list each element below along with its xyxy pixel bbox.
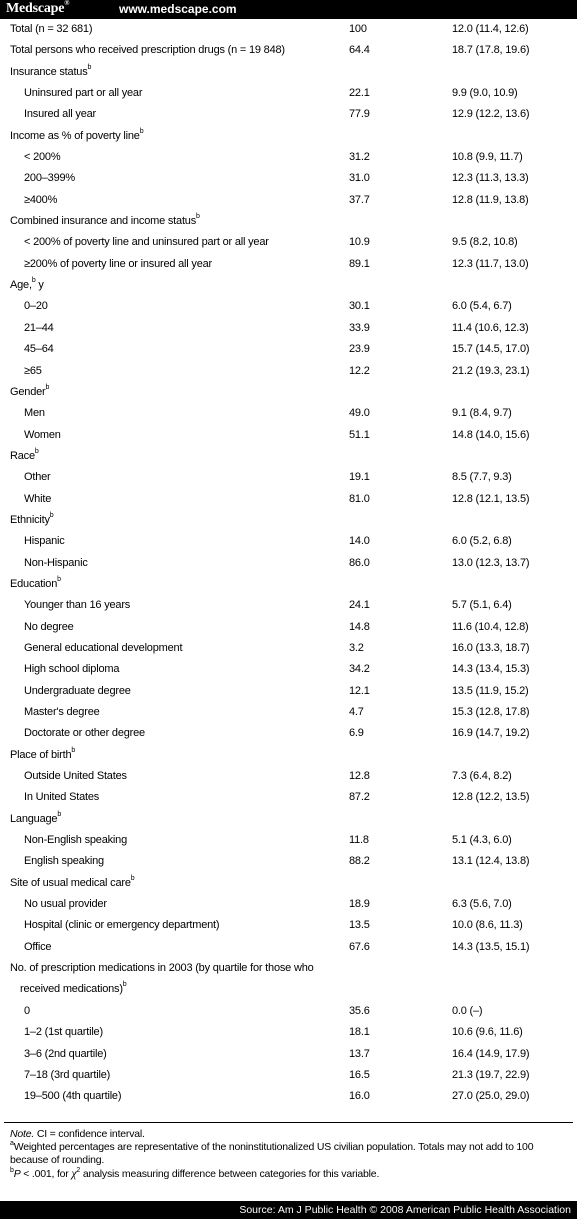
table-bottom-rule [4,1122,573,1123]
footnote-marker: b [31,277,36,285]
footnote-marker: b [45,384,50,392]
row-label-text: Non-Hispanic [24,556,88,569]
ci-cell: 13.0 (12.3, 13.7) [452,556,530,569]
percent-cell: 13.5 [349,919,370,932]
row-label-text: Race [10,449,35,462]
ci-cell: 15.3 (12.8, 17.8) [452,706,530,718]
percent-cell: 14.8 [349,620,370,633]
ci-cell: 10.8 (9.9, 11.7) [452,151,523,164]
row-label-text: Master's degree [24,706,100,718]
table-category-row [0,446,577,467]
row-label [24,361,42,382]
footnote-marker: b [49,512,54,520]
table-row [0,937,577,958]
row-label [24,617,74,638]
row-label [10,873,134,894]
medscape-header [0,0,577,19]
percent-cell: 12.8 [349,770,370,783]
row-label-text: No. of prescription medications in 2003 (by quartile for those who [10,962,314,975]
table-category-row [0,275,577,296]
row-label-text: Hospital (clinic or emergency department) [24,919,220,932]
source-footer [0,1201,577,1219]
row-label-text: No degree [24,620,74,633]
row-label-text: ≥65 [24,364,42,377]
table-row [0,361,577,382]
percent-cell: 12.2 [349,364,370,377]
row-label-text: Total (n = 32 681) [10,23,93,35]
ci-cell: 21.2 (19.3, 23.1) [452,364,530,377]
row-label [24,595,130,616]
row-label [24,723,145,744]
row-label [24,489,51,510]
row-label [24,894,107,915]
row-label [10,211,200,232]
row-label [24,467,51,488]
ci-cell: 6.3 (5.6, 7.0) [452,898,512,911]
ci-cell: 16.4 (14.9, 17.9) [452,1047,530,1060]
source-citation: Source: Am J Public Health © 2008 American Public Health Association [239,1204,571,1216]
table-row [0,1044,577,1065]
table-category-row [0,958,577,1001]
percent-cell: 88.2 [349,855,370,868]
row-label-text: 3–6 (2nd quartile) [24,1047,107,1060]
table-row [0,702,577,723]
row-label [24,168,75,189]
row-label [24,638,182,659]
row-label [24,1065,110,1086]
row-label-text: Doctorate or other degree [24,727,145,740]
footnote-marker: b [87,64,92,72]
table-row [0,339,577,360]
row-label [10,510,53,531]
ci-cell: 13.1 (12.4, 13.8) [452,855,530,868]
row-label [10,958,314,1000]
table-row [0,1001,577,1022]
table-row [0,723,577,744]
table-row [0,787,577,808]
row-label [24,915,219,936]
footnote-marker: b [57,576,61,584]
percent-cell: 31.0 [349,172,370,185]
row-label [10,446,39,467]
row-label-text: ≥400% [24,193,58,206]
table-category-row [0,510,577,531]
table-row [0,766,577,787]
ci-cell: 9.9 (9.0, 10.9) [452,87,518,100]
row-label-text: 200–399% [24,172,76,185]
ci-cell: 12.9 (12.2, 13.6) [452,108,530,121]
ci-cell: 10.0 (8.6, 11.3) [452,919,523,932]
percent-cell: 81.0 [349,492,370,505]
row-label [24,232,269,253]
row-label [10,275,44,296]
row-label-text: 0–20 [24,300,48,313]
row-label-text: Ethnicity [10,513,50,526]
percent-cell: 67.6 [349,940,370,953]
percent-cell: 13.7 [349,1047,370,1060]
row-label [24,531,65,552]
row-label-text: Education [10,577,58,590]
table-row [0,638,577,659]
ci-cell: 5.1 (4.3, 6.0) [452,834,512,847]
row-label-text: 45–64 [24,343,54,356]
percent-cell: 16.5 [349,1068,370,1081]
row-label-text: < 200% of poverty line and uninsured part or all year [24,236,269,249]
table-notes [10,1128,570,1181]
table-row [0,104,577,125]
row-label [10,745,75,766]
table-row [0,1065,577,1086]
row-label-text: Office [24,940,52,953]
ci-cell: 16.9 (14.7, 19.2) [452,727,530,740]
row-label-text: ≥200% of poverty line or insured all year [24,257,212,270]
ci-cell: 12.0 (11.4, 12.6) [452,23,529,35]
table-row [0,190,577,211]
row-label [24,1086,121,1107]
row-label-text: Site of usual medical care [10,876,131,889]
row-label [10,809,61,830]
ci-cell: 18.7 (17.8, 19.6) [452,44,530,57]
table-row [0,232,577,253]
row-label [10,40,285,61]
ci-cell: 6.0 (5.2, 6.8) [452,535,512,548]
row-label-text: Women [24,428,61,441]
footnote-marker: b [34,448,39,456]
table-row [0,1022,577,1043]
row-label-text: received medications) [20,983,123,996]
percent-cell: 33.9 [349,321,370,334]
table-row [0,318,577,339]
table-row [0,915,577,936]
table-row [0,83,577,104]
row-label-text: Gender [10,385,46,398]
row-label [24,830,127,851]
percent-cell: 49.0 [349,407,370,420]
ci-cell: 5.7 (5.1, 6.4) [452,599,512,612]
footnote-marker: b [196,213,200,221]
row-label-text: Outside United States [24,770,127,783]
table-row [0,617,577,638]
table-row [0,595,577,616]
percent-cell: 64.4 [349,44,370,57]
table-row [0,659,577,680]
row-label [24,104,96,125]
ci-cell: 9.5 (8.2, 10.8) [452,236,518,249]
table-row [0,147,577,168]
percent-cell: 89.1 [349,257,370,270]
row-label [24,681,131,702]
row-label-text: < 200% [24,151,61,164]
site-url-link[interactable]: www.medscape.com [119,2,237,16]
row-label-text: 19–500 (4th quartile) [24,1090,122,1103]
ci-cell: 11.6 (10.4, 12.8) [452,620,529,633]
ci-cell: 14.8 (14.0, 15.6) [452,428,530,441]
row-label-text: Men [24,407,45,420]
percent-cell: 87.2 [349,791,370,804]
row-label-text: In United States [24,791,100,804]
medscape-logo[interactable] [6,1,69,17]
ci-cell: 11.4 (10.6, 12.3) [452,321,529,334]
percent-cell: 77.9 [349,108,370,121]
row-label-text: Income as % of poverty line [10,129,140,142]
ci-cell: 27.0 (25.0, 29.0) [452,1090,530,1103]
percent-cell: 24.1 [349,599,370,612]
row-label [10,382,49,403]
row-label [24,425,61,446]
row-label-text: 1–2 (1st quartile) [24,1026,103,1039]
percent-cell: 19.1 [349,471,370,484]
table-row [0,531,577,552]
percent-cell: 37.7 [349,193,370,206]
row-label [24,851,104,872]
row-label-text: Place of birth [10,748,72,761]
ci-cell: 21.3 (19.7, 22.9) [452,1068,530,1081]
row-label-text-continued [10,979,314,1000]
row-label-text: Total persons who received prescription drugs (n = 19 848) [10,44,285,57]
table-row [0,296,577,317]
row-label-text: Language [10,812,58,825]
ci-cell: 6.0 (5.4, 6.7) [452,300,512,313]
row-label [24,1022,103,1043]
row-label [10,19,92,40]
table-category-row [0,809,577,830]
row-label [24,147,60,168]
percent-cell: 10.9 [349,236,370,249]
ci-cell: 14.3 (13.4, 15.3) [452,663,530,676]
table-category-row [0,745,577,766]
percent-cell: 34.2 [349,663,370,676]
row-label [24,659,119,680]
row-label [24,766,127,787]
percent-cell: 35.6 [349,1004,370,1017]
table-row [0,830,577,851]
row-label [24,787,99,808]
row-label-text: Hispanic [24,535,65,548]
logo-registered-mark: ® [64,0,70,8]
row-label [24,702,100,723]
table-category-row [0,19,577,40]
percent-cell: 23.9 [349,343,370,356]
row-label [24,318,54,339]
row-label-text: Undergraduate degree [24,684,131,697]
row-label [24,83,142,104]
row-label-text: Age, [10,279,32,292]
ci-cell: 14.3 (13.5, 15.1) [452,940,530,953]
table-row [0,254,577,275]
percent-cell: 3.2 [349,641,364,654]
data-table [0,19,577,1108]
row-label [24,1001,30,1022]
table-category-row [0,873,577,894]
row-label [24,553,88,574]
row-label [24,937,51,958]
table-category-row [0,40,577,61]
table-row [0,467,577,488]
ci-cell: 9.1 (8.4, 9.7) [452,407,512,420]
footnote-marker: b [130,875,135,883]
table-row [0,403,577,424]
footnote-marker: b [57,811,62,819]
row-label-text: Non-English speaking [24,834,128,847]
percent-cell: 6.9 [349,727,364,740]
note-ci: Note. CI = confidence interval. [10,1128,145,1140]
ci-cell: 12.3 (11.7, 13.0) [452,257,529,270]
row-label [24,339,54,360]
row-label-text: English speaking [24,855,104,868]
row-label-text: Younger than 16 years [24,599,131,612]
row-label [24,296,48,317]
row-label-text: No usual provider [24,898,107,911]
percent-cell: 30.1 [349,300,370,313]
table-category-row [0,382,577,403]
ci-cell: 7.3 (6.4, 8.2) [452,770,512,783]
logo-text: Medscape [6,1,65,16]
ci-cell: 12.3 (11.3, 13.3) [452,172,529,185]
row-label-text: General educational development [24,641,183,654]
table-row [0,894,577,915]
ci-cell: 12.8 (12.2, 13.5) [452,791,530,804]
footnote-marker: b [71,747,76,755]
row-label [24,190,57,211]
row-label-text: 21–44 [24,321,54,334]
table-category-row [0,126,577,147]
ci-cell: 8.5 (7.7, 9.3) [452,471,512,484]
row-label [10,126,143,147]
percent-cell: 22.1 [349,87,370,100]
row-label [10,574,61,595]
percent-cell: 18.1 [349,1026,370,1039]
note-b: $^b$P < .001, for $\chi^2$ analysis measuring difference between categories for this variable. [10,1166,380,1180]
ci-cell: 12.8 (12.1, 13.5) [452,492,530,505]
row-label-text: Insurance status [10,65,88,78]
table-row [0,851,577,872]
row-label [24,403,45,424]
table-row [0,168,577,189]
percent-cell: 16.0 [349,1090,370,1103]
ci-cell: 0.0 (–) [452,1004,483,1017]
table-row [0,681,577,702]
table-row [0,425,577,446]
note-a: $^a$Weighted percentages are representative of the noninstitutionalized US civilian population. Totals may not add to 100 because of rounding. [10,1139,534,1166]
percent-cell: 31.2 [349,151,370,164]
percent-cell: 12.1 [349,684,370,697]
footnote-marker: b [139,128,144,136]
ci-cell: 10.6 (9.6, 11.6) [452,1026,523,1039]
percent-cell: 18.9 [349,898,370,911]
percent-cell: 4.7 [349,706,364,718]
table-row [0,553,577,574]
percent-cell: 51.1 [349,428,370,441]
row-label-text: Combined insurance and income status [10,215,197,228]
row-label-text: High school diploma [24,663,120,676]
row-label-text: 7–18 (3rd quartile) [24,1068,111,1081]
footnote-marker: b [122,981,127,989]
percent-cell: 11.8 [349,834,369,847]
ci-cell: 12.8 (11.9, 13.8) [452,193,529,206]
row-label [24,254,212,275]
ci-cell: 15.7 (14.5, 17.0) [452,343,530,356]
percent-cell: 86.0 [349,556,370,569]
table-category-row [0,62,577,83]
row-label-text: Other [24,471,51,484]
ci-cell: 13.5 (11.9, 15.2) [452,684,529,697]
table-row [0,1086,577,1107]
row-label-suffix: y [35,279,44,292]
row-label [24,1044,107,1065]
percent-cell: 14.0 [349,535,370,548]
row-label-text: 0 [24,1004,30,1017]
table-category-row [0,574,577,595]
row-label-text: Uninsured part or all year [24,87,143,100]
table-category-row [0,211,577,232]
row-label [10,62,91,83]
table-row [0,489,577,510]
row-label-text: Insured all year [24,108,97,121]
percent-cell: 100 [349,23,367,35]
ci-cell: 16.0 (13.3, 18.7) [452,641,530,654]
row-label-text: White [24,492,52,505]
